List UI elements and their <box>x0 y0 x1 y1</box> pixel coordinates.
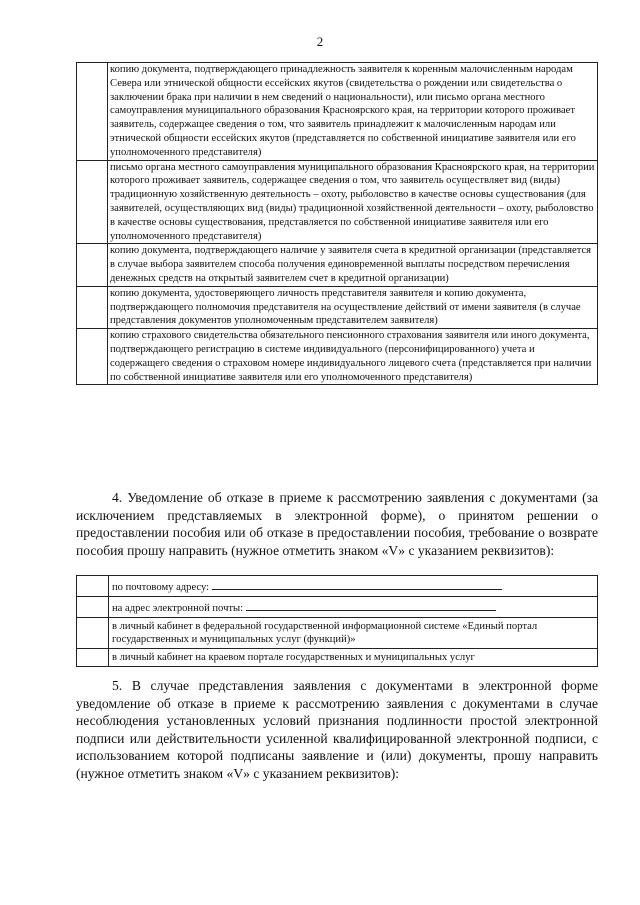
document-item-text: копию документа, подтверждающего наличие у заявителя счета в кредитной организации (представляется в случае выбора заявителем способа получения единовременной выплаты посредством перечисления денежных средств на открытый заявителем счет в кредитной организации) <box>108 244 598 286</box>
checkbox-cell[interactable] <box>77 63 108 161</box>
checkbox-cell[interactable] <box>77 576 109 597</box>
paragraph-4 <box>76 489 598 559</box>
postal-option <box>109 576 598 597</box>
email-option <box>109 596 598 617</box>
email-field[interactable] <box>246 599 496 611</box>
checkbox-cell[interactable] <box>77 329 108 385</box>
table-row <box>77 576 598 597</box>
table-row <box>77 617 598 649</box>
postal-label: по почтовому адресу: <box>112 582 210 593</box>
delivery-method-table <box>76 575 598 667</box>
paragraph-5-text: 5. В случае представления заявления с документами в электронной форме уведомление об отказе в приеме к рассмотрению заявления с документами в случае несоблюдения установленных условий признания подлинности простой электронной подписи или действительности усиленной квалифицированной электронной подписи, с использованием которой подписаны заявление и (или) документы, прошу направить (нужное отметить знаком «V» с указанием реквизитов): <box>76 678 598 781</box>
checkbox-cell[interactable] <box>77 649 109 667</box>
checkbox-cell[interactable] <box>77 160 108 244</box>
postal-address-field[interactable] <box>212 578 502 590</box>
document-item-text: письмо органа местного самоуправления муниципального образования Красноярского края, на территории которого проживает заявитель, содержащее сведения о том, что заявитель осуществляет вид (виды) традиционную хозяйственную деятельность – охоту, рыболовство в качестве основы существования (для заявителей, осуществляющих вид (виды) традиционной хозяйственной деятельности – охоту, рыболовство в качестве основы существования, представляется по собственной инициативе заявителя или его уполномоченного представителя) <box>108 160 598 244</box>
document-item-text: копию документа, подтверждающего принадлежность заявителя к коренным малочисленным народам Севера или этнической общности ессейских якутов (свидетельства о рождении или свидетельства о заключении брака при наличии в нем сведений о национальности), или письмо органа местного самоуправления муниципального образования Красноярского края, на территории которого проживает заявитель, содержащее сведения о том, что заявитель принадлежит к малочисленным народам или этнической общности ессейских якутов (представляется по собственной инициативе заявителя или его уполномоченного представителя) <box>108 63 598 161</box>
table-row <box>77 329 598 385</box>
table-row <box>77 244 598 286</box>
regional-portal-option: в личный кабинет на краевом портале государственных и муниципальных услуг <box>109 649 598 667</box>
document-item-text: копию документа, удостоверяющего личность представителя заявителя и копию документа, подтверждающего полномочия представителя на осуществление действий от имени заявителя (в случае представления документов уполномоченным представителем заявителя) <box>108 286 598 328</box>
checkbox-cell[interactable] <box>77 244 108 286</box>
document-item-text: копию страхового свидетельства обязательного пенсионного страхования заявителя или иного документа, подтверждающего регистрацию в системе индивидуального (персонифицированного) учета и содержащего сведения о страховом номере индивидуального лицевого счета (представляется при наличии по собственной инициативе заявителя или его уполномоченного представителя) <box>108 329 598 385</box>
checkbox-cell[interactable] <box>77 286 108 328</box>
federal-portal-option: в личный кабинет в федеральной государственной информационной системе «Единый портал государственных и муниципальных услуг (функций)» <box>109 617 598 649</box>
table-row <box>77 160 598 244</box>
table-row <box>77 286 598 328</box>
email-label: на адрес электронной почты: <box>112 602 244 614</box>
paragraph-5 <box>76 677 598 783</box>
checkbox-cell[interactable] <box>77 596 109 617</box>
checkbox-cell[interactable] <box>77 617 109 649</box>
page-number: 2 <box>316 34 324 49</box>
table-row <box>77 649 598 667</box>
documents-table <box>76 62 598 385</box>
table-row <box>77 596 598 617</box>
paragraph-4-text: 4. Уведомление об отказе в приеме к рассмотрению заявления с документами (за исключением представляемых в электронной форме), о принятом решении о предоставлении пособия или об отказе в предоставлении пособия, требование о возврате пособия прошу направить (нужное отметить знаком «V» с указанием реквизитов): <box>76 490 598 558</box>
table-row <box>77 63 598 161</box>
